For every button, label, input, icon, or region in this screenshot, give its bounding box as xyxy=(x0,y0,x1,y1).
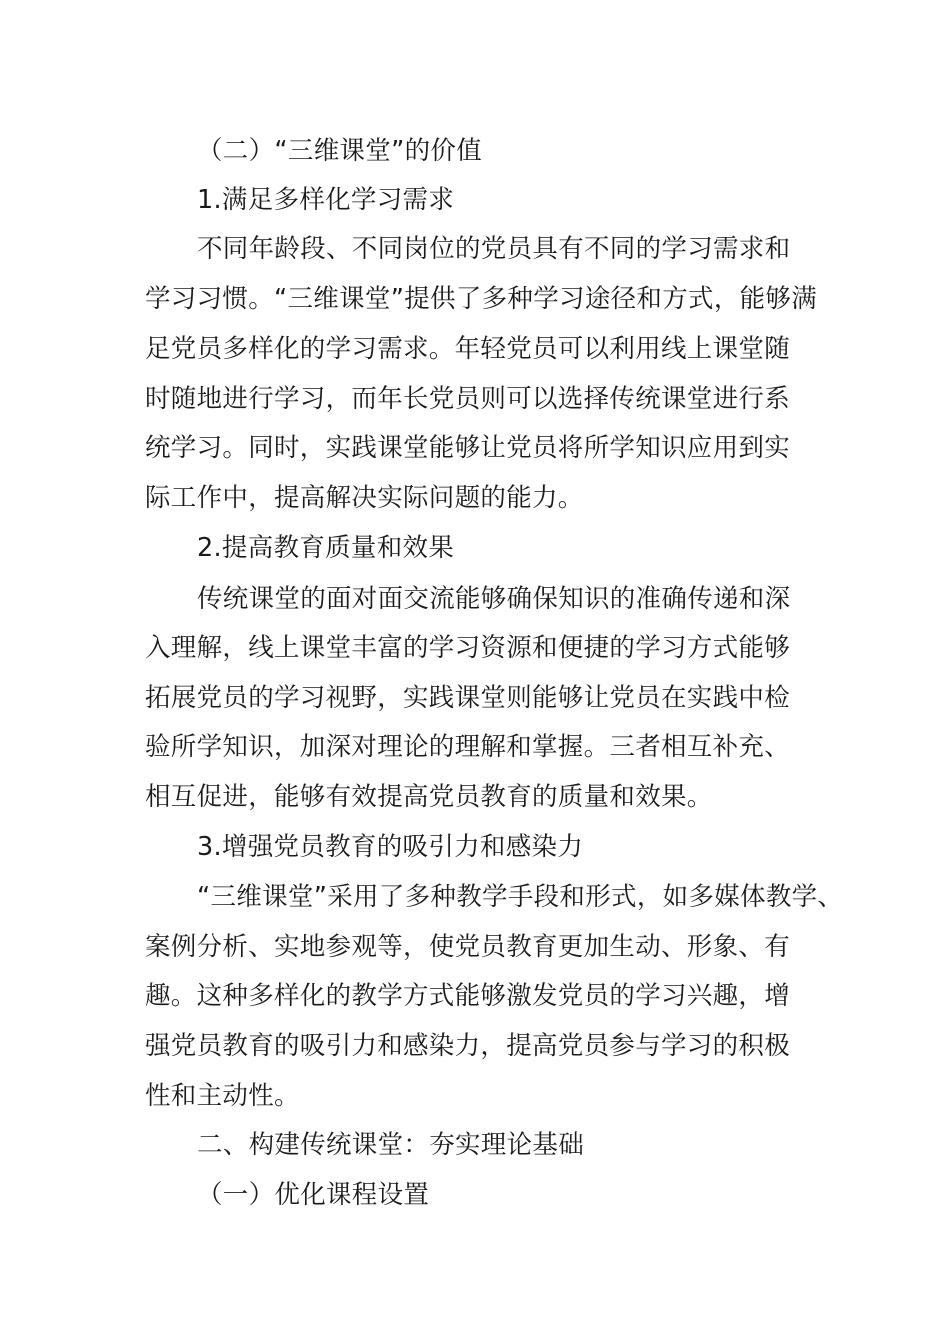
paragraph-3-line: 案例分析、实地参观等，使党员教育更加生动、形象、有 xyxy=(145,932,791,962)
paragraph-2-line: 验所学知识，加深对理论的理解和掌握。三者相互补充、 xyxy=(145,732,791,762)
paragraph-1-line: 统学习。同时，实践课堂能够让党员将所学知识应用到实 xyxy=(145,433,791,463)
item-title-1: 1.满足多样化学习需求 xyxy=(197,185,455,215)
paragraph-1-line: 不同年龄段、不同岗位的党员具有不同的学习需求和 xyxy=(197,234,791,264)
paragraph-2-line: 传统课堂的面对面交流能够确保知识的准确传递和深 xyxy=(197,584,791,614)
paragraph-2-line: 拓展党员的学习视野，实践课堂则能够让党员在实践中检 xyxy=(145,683,791,713)
subsection-heading-1: （一）优化课程设置 xyxy=(197,1180,430,1210)
paragraph-3-line: 趣。这种多样化的教学方式能够激发党员的学习兴趣，增 xyxy=(145,981,791,1011)
item-title-2: 2.提高教育质量和效果 xyxy=(197,533,455,563)
section-heading-2: 二、构建传统课堂：夯实理论基础 xyxy=(197,1130,585,1160)
paragraph-2-line: 相互促进，能够有效提高党员教育的质量和效果。 xyxy=(145,782,713,812)
paragraph-3-line: “三维课堂”采用了多种教学手段和形式，如多媒体教学、 xyxy=(197,882,844,912)
item-title-3: 3.增强党员教育的吸引力和感染力 xyxy=(197,832,584,862)
paragraph-1-line: 学习习惯。“三维课堂”提供了多种学习途径和方式，能够满 xyxy=(145,284,818,314)
paragraph-1-line: 时随地进行学习，而年长党员则可以选择传统课堂进行系 xyxy=(145,384,791,414)
paragraph-1-line: 足党员多样化的学习需求。年轻党员可以利用线上课堂随 xyxy=(145,334,791,364)
paragraph-3-line: 强党员教育的吸引力和感染力，提高党员参与学习的积极 xyxy=(145,1031,791,1061)
paragraph-3-line: 性和主动性。 xyxy=(145,1081,300,1111)
paragraph-1-line: 际工作中，提高解决实际问题的能力。 xyxy=(145,483,584,513)
paragraph-2-line: 入理解，线上课堂丰富的学习资源和便捷的学习方式能够 xyxy=(145,633,791,663)
subsection-heading-value: （二）“三维课堂”的价值 xyxy=(197,136,483,166)
